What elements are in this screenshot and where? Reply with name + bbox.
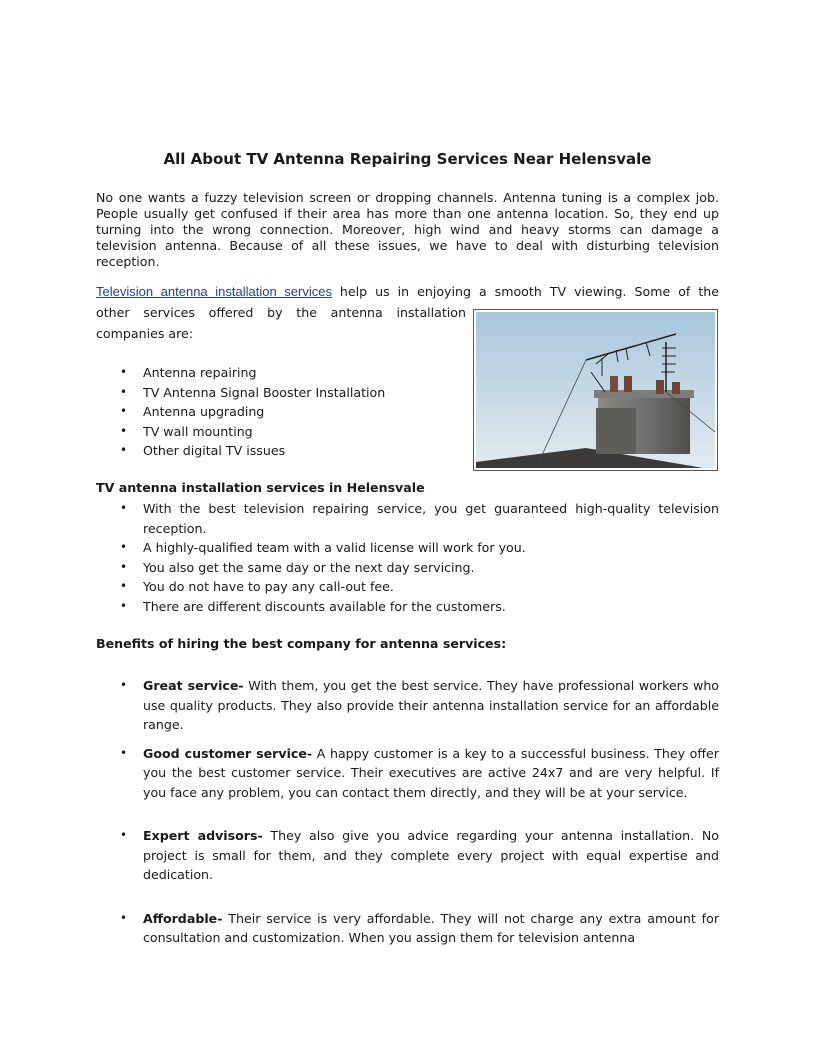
list-item: • Antenna upgrading: [96, 402, 456, 422]
bullet-icon: •: [120, 501, 128, 515]
benefits-list: [96, 676, 719, 948]
services-paragraph-line2: other services offered by the antenna installation: [96, 305, 466, 320]
services-paragraph-line1: [96, 284, 719, 300]
bullet-icon: •: [120, 598, 128, 613]
antenna-installation-link[interactable]: Television antenna installation services: [96, 284, 332, 299]
benefit-text: With them, you get the best service. They have professional workers who use quality products. They also provide their antenna installation service for an affordable range.: [143, 678, 720, 732]
list-item: [96, 826, 719, 885]
page-title: All About TV Antenna Repairing Services Near Helensvale: [163, 150, 652, 168]
list-item: • A highly-qualified team with a valid license will work for you.: [96, 538, 719, 558]
list-item: • There are different discounts available for the customers.: [96, 597, 719, 617]
list-item: [96, 909, 719, 948]
antenna-rooftop-photo: [473, 309, 718, 471]
list-item: • Antenna repairing: [96, 363, 456, 383]
list-item: [96, 744, 719, 803]
list-item: • Other digital TV issues: [96, 441, 456, 461]
bullet-icon: •: [120, 404, 128, 418]
bullet-icon: •: [120, 678, 128, 692]
services-paragraph-line1-rest: help us in enjoying a smooth TV viewing. Some of the: [331, 284, 720, 299]
list-item: • You also get the same day or the next day servicing.: [96, 558, 719, 578]
installation-heading: TV antenna installation services in Helensvale: [96, 480, 425, 495]
bullet-icon: •: [120, 540, 128, 554]
list-item: • TV wall mounting: [96, 422, 456, 442]
bullet-icon: •: [120, 910, 128, 925]
benefit-text: They also give you advice regarding your antenna installation. No project is small for them, and they complete every project with equal expertise and dedication.: [143, 828, 719, 882]
bullet-icon: •: [120, 745, 128, 760]
intro-paragraph: No one wants a fuzzy television screen or dropping channels. Antenna tuning is a complex job. People usually get confused if their area has more than one antenna location. So, they end up turning into the wrong connection. Moreover, high wind and heavy storms can damage a television antenna. Because of all these issues, we have to deal with disturbing television reception.: [96, 190, 719, 269]
benefit-text: Their service is very affordable. They will not charge any extra amount for consultation and customization. When you assign them for television antenna: [143, 910, 719, 945]
services-paragraph-line3: companies are:: [96, 326, 194, 341]
benefit-term: Affordable-: [143, 910, 223, 926]
bullet-icon: •: [120, 443, 128, 457]
benefit-term: Great service-: [143, 678, 244, 693]
list-item: • With the best television repairing service, you get guaranteed high-quality television reception.: [120, 501, 719, 536]
benefit-term: Good customer service-: [143, 745, 313, 761]
antenna-rooftop-illustration: [476, 312, 715, 468]
list-item: • You do not have to pay any call-out fee.: [96, 577, 719, 597]
list-item: [96, 676, 719, 735]
bullet-icon: •: [120, 384, 128, 399]
services-list: [96, 363, 456, 461]
bullet-icon: •: [120, 828, 128, 842]
bullet-icon: •: [120, 365, 128, 379]
bullet-icon: •: [120, 579, 128, 593]
benefits-heading: Benefits of hiring the best company for antenna services:: [96, 636, 507, 651]
benefit-text: A happy customer is a key to a successful business. They offer you the best customer service. Their executives are active 24x7 and are very helpful. If you face any problem, you can contact them directly, and they will be at your service.: [143, 745, 719, 800]
bullet-icon: •: [120, 559, 128, 574]
installation-list: [96, 499, 719, 616]
list-item: • TV Antenna Signal Booster Installation: [96, 383, 456, 403]
bullet-icon: •: [120, 423, 128, 438]
benefit-term: Expert advisors-: [143, 828, 263, 843]
